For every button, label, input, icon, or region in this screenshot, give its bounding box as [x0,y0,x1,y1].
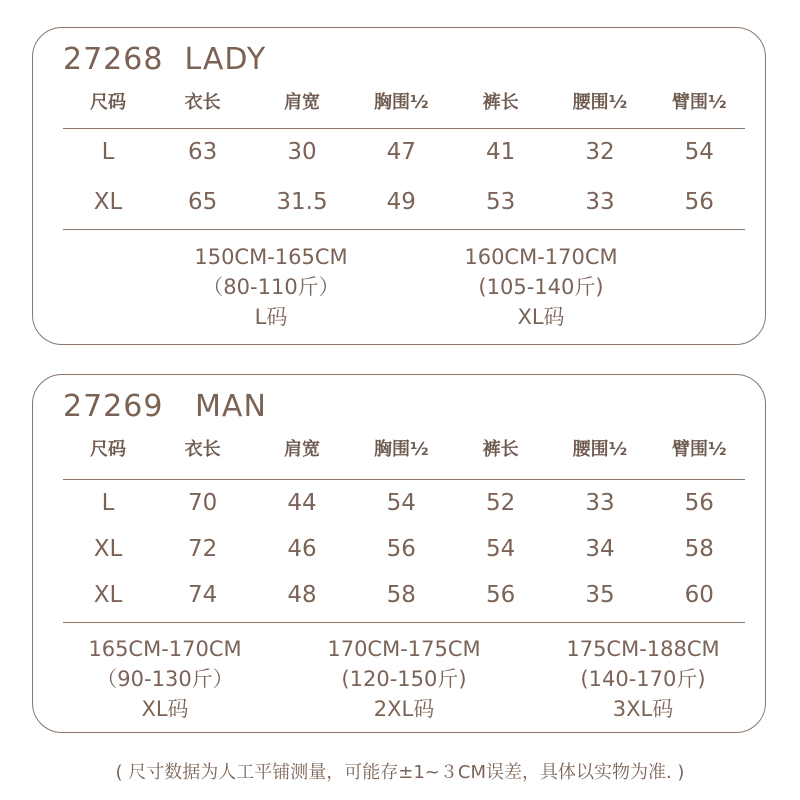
header-chest: 胸围½ [374,92,429,113]
man-range-xl [75,634,255,724]
header-size: 尺码 [90,439,126,460]
cell-pants-length: 52 [486,490,516,516]
cell-length: 72 [188,536,218,562]
cell-waist: 35 [585,582,615,608]
header-waist: 腰围½ [572,439,628,460]
cell-length: 63 [188,139,218,165]
man-range-divider [63,622,745,623]
header-shoulder: 肩宽 [283,439,320,460]
cell-size: XL [93,189,123,215]
cell-chest: 54 [386,490,416,516]
cell-length: 74 [188,582,218,608]
man-range-2xl [314,634,494,724]
cell-waist: 33 [585,490,615,516]
table-row [63,536,749,562]
cell-pants-length: 41 [486,139,516,165]
range-height: 165CM-170CM [88,637,242,661]
cell-arm: 58 [684,536,714,562]
cell-pants-length: 54 [486,536,516,562]
lady-size-card [32,27,766,345]
cell-size: L [101,139,115,165]
table-row [63,490,749,516]
header-length: 衣长 [184,439,221,460]
header-waist: 腰围½ [572,92,628,113]
table-row [63,139,749,165]
table-row [63,582,749,608]
cell-chest: 49 [386,189,416,215]
range-weight: (105-140斤) [478,275,604,299]
man-header-row [63,435,749,463]
cell-shoulder: 31.5 [276,189,328,215]
cell-arm: 60 [684,582,714,608]
cell-size: XL [93,536,123,562]
header-arm: 臂围½ [671,439,727,460]
range-height: 160CM-170CM [464,245,618,269]
lady-card-title: 27268 LADY [63,42,267,77]
lady-header-row [63,88,749,116]
header-pants-length: 裤长 [482,92,519,113]
measurement-footnote: ( 尺寸数据为人工平铺测量，可能存±1~３CM误差，具体以实物为准. ) [115,762,685,783]
cell-arm: 54 [684,139,714,165]
range-weight: （90-130斤） [96,667,234,691]
lady-header-divider [63,128,745,129]
man-header-divider [63,479,745,480]
cell-waist: 32 [585,139,615,165]
man-card-title: 27269 MAN [63,389,267,424]
cell-shoulder: 44 [287,490,317,516]
cell-size: L [101,490,115,516]
lady-range-xl [451,242,631,332]
cell-arm: 56 [684,490,714,516]
cell-shoulder: 48 [287,582,317,608]
header-size: 尺码 [90,92,126,113]
cell-pants-length: 56 [486,582,516,608]
cell-arm: 56 [684,189,714,215]
cell-chest: 56 [386,536,416,562]
cell-waist: 34 [585,536,615,562]
header-length: 衣长 [184,92,221,113]
header-arm: 臂围½ [671,92,727,113]
man-size-card [32,374,766,733]
range-size: 3XL码 [612,697,674,721]
range-size: XL码 [517,305,565,329]
range-height: 175CM-188CM [566,637,720,661]
cell-pants-length: 53 [486,189,516,215]
cell-shoulder: 30 [287,139,317,165]
range-height: 150CM-165CM [194,245,348,269]
range-size: XL码 [141,697,189,721]
range-height: 170CM-175CM [327,637,481,661]
header-shoulder: 肩宽 [283,92,320,113]
table-row [63,189,749,215]
cell-size: XL [93,582,123,608]
range-size: 2XL码 [373,697,435,721]
header-chest: 胸围½ [374,439,429,460]
cell-shoulder: 46 [287,536,317,562]
cell-length: 70 [188,490,218,516]
cell-length: 65 [188,189,218,215]
range-weight: (120-150斤) [341,667,467,691]
header-pants-length: 裤长 [482,439,519,460]
cell-chest: 47 [386,139,416,165]
range-weight: (140-170斤) [580,667,706,691]
cell-chest: 58 [386,582,416,608]
range-weight: （80-110斤） [202,275,340,299]
cell-waist: 33 [585,189,615,215]
lady-range-l [181,242,361,332]
lady-range-divider [63,229,745,230]
man-range-3xl [553,634,733,724]
range-size: L码 [254,305,288,329]
